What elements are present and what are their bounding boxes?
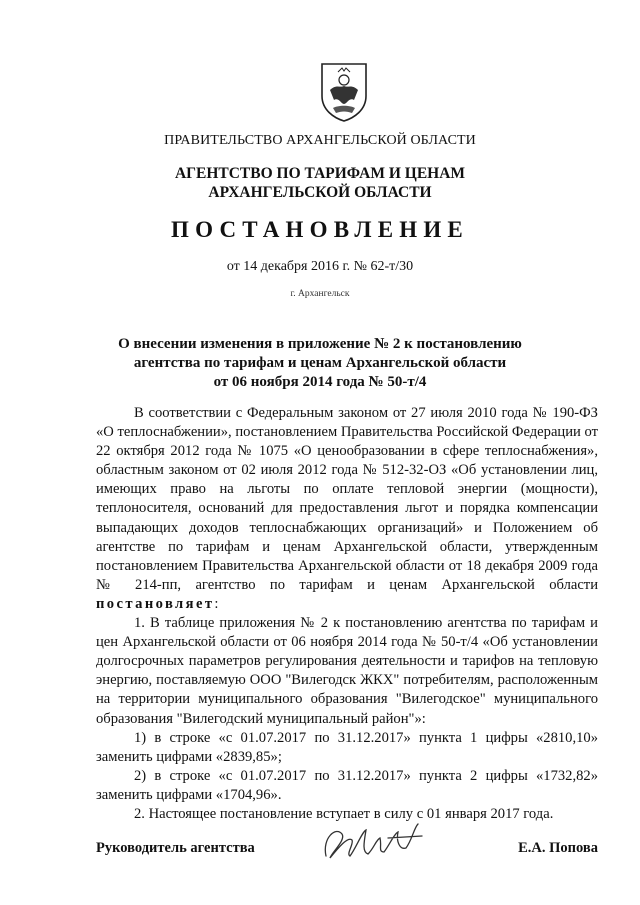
item-1-sub-2: 2) в строке «с 01.07.2017 по 31.12.2017» пункта 2 цифры «1732,82» заменить цифрами «1704,96».: [96, 767, 598, 803]
agency-name-line2: АРХАНГЕЛЬСКОЙ ОБЛАСТИ: [208, 184, 432, 201]
resolves-word: постановляет: [96, 595, 215, 612]
date-number: от 14 декабря 2016 г. № 62-т/30: [226, 259, 414, 274]
title-line2: агентства по тарифам и ценам Архангельской области: [133, 355, 507, 371]
item-1: 1. В таблице приложения № 2 к постановлению агентства по тарифам и цен Архангельской области от 06 ноября 2014 года № 50-т/4 «Об установлении долгосрочных параметров регулирования деятельности и тарифов на тепловую энергию, поставляемую ООО "Вилегодск ЖКХ" потребителям, расположенным на территории муниципального образования "Вилегодское" муниципального образования "Вилегодский муниципальный район"»:: [96, 615, 598, 727]
item-1-sub-1: 1) в строке «с 01.07.2017 по 31.12.2017» пункта 1 цифры «2810,10» заменить цифрами «2839,85»;: [96, 729, 598, 765]
signatory-position: Руководитель агентства: [96, 840, 255, 856]
document-type: ПОСТАНОВЛЕНИЕ: [171, 217, 469, 242]
signatory-name: Е.А. Попова: [518, 840, 598, 856]
government-name: ПРАВИТЕЛЬСТВО АРХАНГЕЛЬСКОЙ ОБЛАСТИ: [164, 133, 476, 148]
item-2: 2. Настоящее постановление вступает в силу с 01 января 2017 года.: [134, 805, 554, 822]
document-title: [0, 335, 640, 392]
resolves-colon: :: [214, 595, 219, 612]
document-body: [96, 404, 598, 824]
coat-of-arms-icon: [316, 60, 372, 122]
city: г. Архангельск: [290, 289, 350, 299]
preamble-paragraph: [96, 404, 598, 614]
preamble-text: В соответствии с Федеральным законом от 27 июля 2010 года № 190-ФЗ «О теплоснабжении», постановлением Правительства Российской Федерации от 22 октября 2012 года № 1075 «О ценообразовании в сфере теплоснабжения», областным законом от 02 июля 2012 года № 512-32-ОЗ «Об установлении лиц, имеющих право на льготы по оплате тепловой энергии (мощности), теплоносителя, оснований для предоставления льгот и порядка компенсации выпадающих доходов теплоснабжающих организаций» и Положением об агентстве по тарифам и ценам Архангельской области, утвержденным постановлением Правительства Архангельской области от 18 декабря 2009 года № 214-пп, агентство по тарифам и ценам Архангельской области: [96, 405, 598, 593]
agency-name: [0, 164, 640, 202]
handwritten-signature: [318, 818, 430, 868]
title-line3: от 06 ноября 2014 года № 50-т/4: [213, 374, 427, 390]
title-line1: О внесении изменения в приложение № 2 к постановлению: [118, 336, 522, 352]
agency-name-line1: АГЕНТСТВО ПО ТАРИФАМ И ЦЕНАМ: [174, 165, 466, 182]
